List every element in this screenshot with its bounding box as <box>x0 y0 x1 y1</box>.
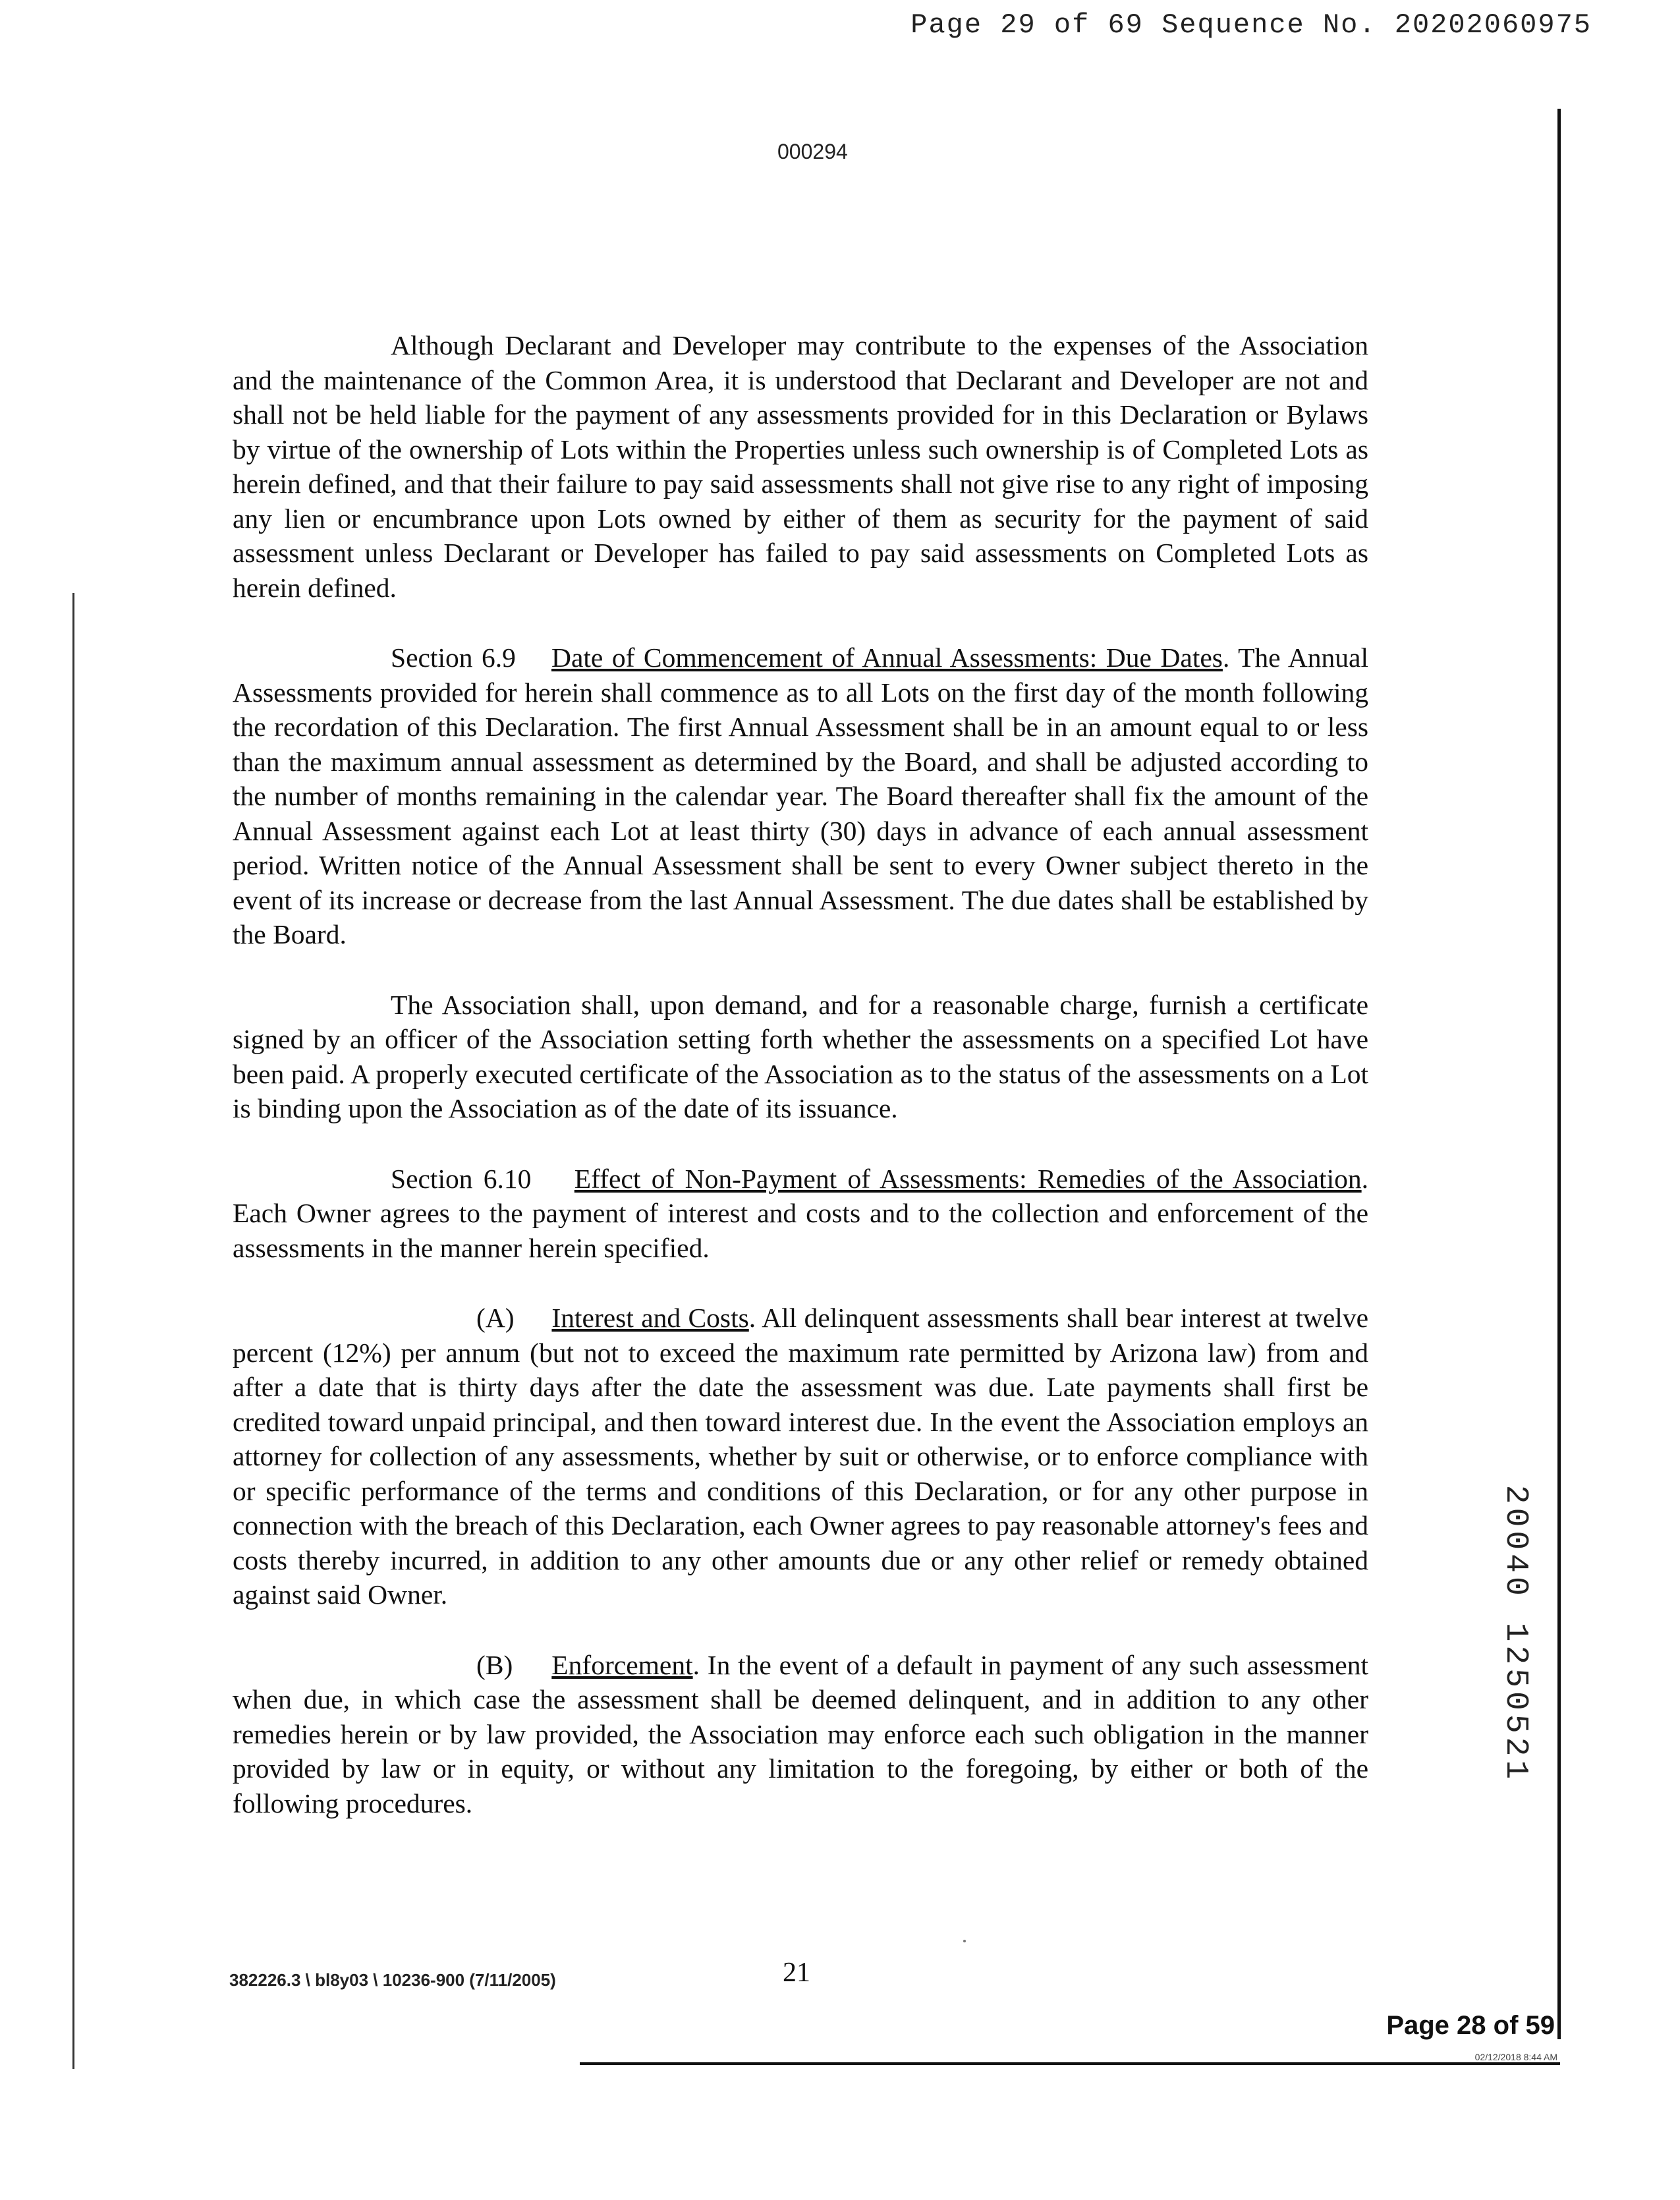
footer-document-reference: 382226.3 \ bl8y03 \ 10236-900 (7/11/2005) <box>229 1970 556 1990</box>
sequence-header: Page 29 of 69 Sequence No. 20202060975 <box>910 9 1592 41</box>
page-number: 21 <box>783 1958 810 1988</box>
vertical-stamp-text: 20040 1250521 <box>1498 1484 1533 1784</box>
document-body <box>233 328 1368 1856</box>
paragraph-declarant-liability: Although Declarant and Developer may contribute to the expenses of the Association and the maintenance of the Common Area, it is understood that Declarant and Developer are not and shall not be held liable for the payment of any assessments provided for in this Declaration or Bylaws by virtue of the ownership of Lots within the Properties unless such ownership is of Completed Lots as herein defined, and that their failure to pay said assessments shall not give rise to any right of imposing any lien or encumbrance upon Lots owned by either of them as security for the payment of said assessment unless Declarant or Developer has failed to pay said assessments on Completed Lots as herein defined. <box>233 330 1368 603</box>
left-border-line <box>72 593 74 2069</box>
subsection-b-heading: Enforcement <box>551 1649 693 1680</box>
document-number: 000294 <box>777 140 848 163</box>
vertical-stamp <box>1476 1476 1555 1792</box>
section-6-9-heading: Date of Commencement of Annual Assessments: Due Dates <box>551 642 1223 673</box>
scan-speck <box>963 1940 966 1942</box>
subsection-a-heading: Interest and Costs <box>551 1303 749 1333</box>
paragraph-certificate: The Association shall, upon demand, and for a reasonable charge, furnish a certificate signed by an officer of the Association setting forth whether the assessments on a specified Lot have been paid. A properly executed certificate of the Association as to the status of the assessments on a Lot is binding upon the Association as of the date of its issuance. <box>233 989 1368 1123</box>
subsection-a <box>233 1301 1368 1612</box>
subsection-b-text: . In the event of a default in payment of any such assessment when due, in which case the assessment shall be deemed delinquent, and in addition to any other remedies herein or by law provided, the Association may enforce each such obligation in the manner provided by law or in equity, or without any limitation to the foregoing, by either or both of the following procedures. <box>233 1649 1368 1819</box>
subsection-a-label: (A) <box>476 1303 515 1333</box>
bottom-border-line <box>580 2062 1560 2065</box>
page-of-stamp: Page 28 of 59 <box>1386 2011 1555 2040</box>
subsection-b <box>233 1648 1368 1821</box>
section-6-9 <box>233 640 1368 952</box>
section-6-9-text: . The Annual Assessments provided for herein shall commence as to all Lots on the first day of the month following the recordation of this Declaration. The first Annual Assessment shall be in an amount equal to or less than the maximum annual assessment as determined by the Board, and shall be adjusted according to the number of months remaining in the calendar year. The Board thereafter shall fix the amount of the Annual Assessment against each Lot at least thirty (30) days in advance of each annual assessment period. Written notice of the Annual Assessment shall be sent to every Owner subject thereto in the event of its increase or decrease from the last Annual Assessment. The due dates shall be established by the Board. <box>233 642 1369 949</box>
date-stamp: 02/12/2018 8:44 AM <box>1474 2052 1557 2062</box>
section-6-10 <box>233 1162 1368 1266</box>
right-border-line <box>1557 109 1561 2039</box>
subsection-b-label: (B) <box>476 1649 513 1680</box>
section-6-10-heading: Effect of Non-Payment of Assessments: Remedies of the Association <box>574 1163 1362 1194</box>
section-6-10-text: . Each Owner agrees to the payment of interest and costs and to the collection and enforcement of the assessments in the manner herein specified. <box>233 1163 1368 1263</box>
section-6-10-label: Section 6.10 <box>391 1163 532 1194</box>
subsection-a-text: . All delinquent assessments shall bear interest at twelve percent (12%) per annum (but not to exceed the maximum rate permitted by Arizona law) from and after a date that is thirty days after the date the assessment was due. Late payments shall first be credited toward unpaid principal, and then toward interest due. In the event the Association employs an attorney for collection of any assessments, whether by suit or otherwise, or to enforce compliance with or specific performance of the terms and conditions of this Declaration, or for any other purpose in connection with the breach of this Declaration, each Owner agrees to pay reasonable attorney's fees and costs thereby incurred, in addition to any other amounts due or any other relief or remedy obtained against said Owner. <box>233 1303 1369 1610</box>
section-6-9-label: Section 6.9 <box>391 642 516 673</box>
